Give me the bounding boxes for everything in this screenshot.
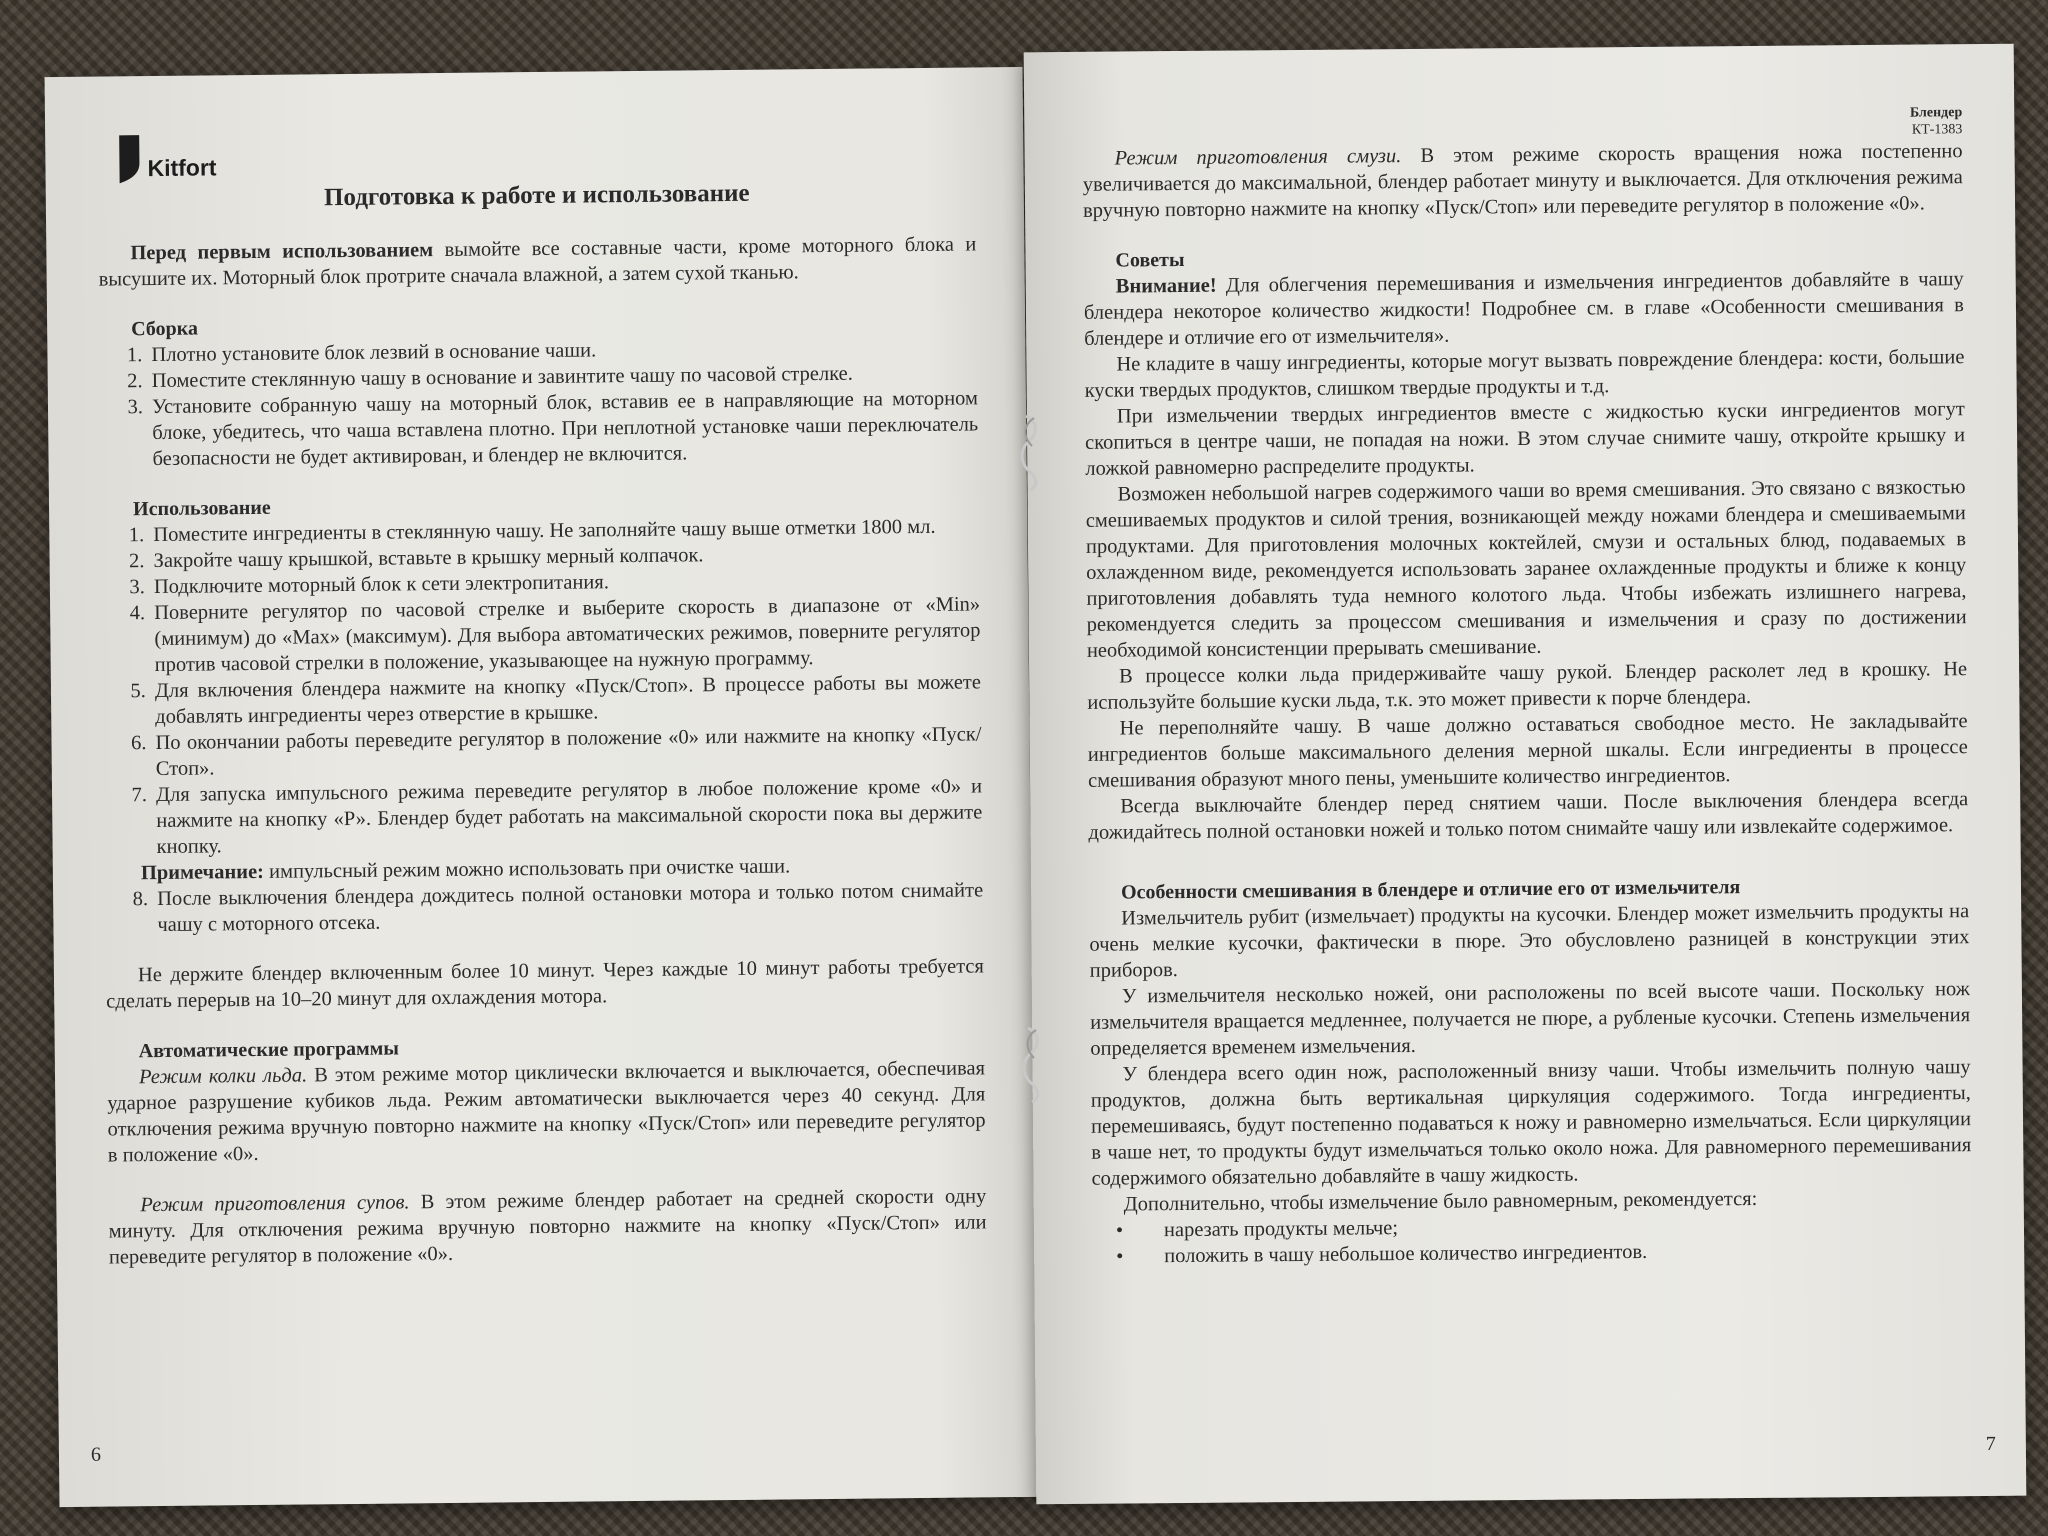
tips-section: [1083, 240, 1968, 846]
tip-paragraph: Не переполняйте чашу. В чаше должно оставаться свободное место. Не закладывайте ингредиентов больше максимального деления мерной шкалы. Если ингредиенты в процессе смешивания образуют много пены, уменьшите количество ингредиентов.: [1087, 710, 1968, 792]
list-item: • нарезать продукты мельче;: [1164, 1210, 1972, 1243]
attention-text: Для облегчения перемешивания и измельчения ингредиентов добавляйте в чашу блендера некоторое количество жидкости! Подробнее см. в главе «Особенности смешивания в блендере и отличие его от измельчителя».: [1083, 268, 1965, 350]
auto-programs-section: [107, 1029, 987, 1270]
page-number: 7: [1985, 1432, 1996, 1456]
feature-paragraph: У измельчителя несколько ножей, они расположены по всей высоте чаши. Поскольку нож измельчителя вращается медленнее, получается не пюре, а рубленые кусочки. Степень измельчения определяется временем измельчения.: [1090, 978, 1971, 1060]
soup-paragraph: [108, 1183, 987, 1270]
list-item: 1. Поместите ингредиенты в стеклянную чашу. Не заполняйте чашу выше отметки 1800 мл.: [149, 513, 979, 548]
brand-name: Kitfort: [147, 153, 217, 181]
list-item: • положить в чашу небольшое количество ингредиентов.: [1164, 1236, 1972, 1269]
features-section: [1089, 872, 1972, 1270]
features-heading: Особенности смешивания в блендере и отличие его от измельчителя: [1120, 876, 1741, 904]
tip-paragraph: При измельчении твердых ингредиентов вместе с жидкостью куски ингредиентов могут скопиться в центре чаши, не попадая на ножи. В этом случае снимите чашу, откройте крышку и ложкой равномерно распределите продукты.: [1084, 398, 1966, 480]
list-item: 8. После выключения блендера дождитесь полной остановки мотора и только потом снимайте чашу с моторного отсека.: [153, 877, 983, 938]
list-item: 4. Поверните регулятор по часовой стрелке и выберите скорость в диапазоне от «Min» (минимум) до «Max» (максимум). Для выбора автоматических режимов, поверните регулятор против часовой стрелки в положение, указывающее на нужную программу.: [150, 591, 981, 678]
feature-paragraph: Дополнительно, чтобы измельчение было равномерным, рекомендуется:: [1123, 1187, 1758, 1216]
brand-logo: [117, 123, 976, 186]
header-model: КТ-1383: [1911, 122, 1963, 138]
section-title: Подготовка к работе и использование: [323, 179, 750, 212]
note-bold: Примечание:: [140, 860, 265, 885]
staple-icon: [1016, 412, 1044, 492]
kitfort-logo-icon: [117, 133, 142, 185]
page-number: 6: [90, 1443, 102, 1466]
list-item: 3. Подключите моторный блок к сети электропитания.: [150, 565, 980, 600]
smoothie-mode-label: Режим приготовления смузи.: [1114, 145, 1402, 170]
intro-bold: Перед первым использованием: [130, 239, 434, 265]
usage-section: [101, 487, 984, 938]
soup-mode-label: Режим приготовления супов.: [140, 1191, 410, 1217]
feature-paragraph: У блендера всего один нож, расположенный внизу чаши. Чтобы измельчить полную чашу продуктов, должна быть вертикальная циркуляция содержимого. Тогда ингредиенты, перемешиваясь, будут постепенно подаваться к ножу и равномерно измельчаться. Если циркуляции в чаше нет, то продукты будут измельчаться только около ножа. Для равномерного перемешивания содержимого обязательно добавляйте в чашу жидкость.: [1090, 1056, 1972, 1190]
attention-paragraph: [1084, 266, 1965, 352]
list-item: 2. Поместите стеклянную чашу в основание и завинтите чашу по часовой стрелке.: [148, 359, 978, 394]
list-item: 7. Для запуска импульсного режима переведите регулятор в любое положение кроме «0» и нажмите на кнопку «Р». Блендер будет работать на максимальной скорости пока вы держите кнопку.: [152, 773, 983, 860]
header-product: Блендер: [1909, 105, 1963, 121]
usage-list: [101, 513, 982, 860]
tip-paragraph: Возможен небольшой нагрев содержимого чаши во время смешивания. Это связано с вязкостью смешиваемых продуктов и силой трения, возникающей между ножами блендера и смешиваемыми продуктами. Для приготовления молочных коктейлей, смузи и остальных блюд, подаваемых в охлажденном виде, рекомендуется использовать заранее охлажденные продукты и ближе к концу приготовления добавлять туда немного колотого льда. Чтобы избежать излишнего нагрева, рекомендуется следить за процессом смешивания и измельчения и сразу по достижении необходимой консистенции прерывать смешивание.: [1085, 476, 1967, 662]
ice-paragraph: [107, 1055, 986, 1168]
list-item: 2. Закройте чашу крышкой, вставьте в крышку мерный колпачок.: [149, 539, 979, 574]
right-page: [1024, 44, 2027, 1505]
ice-mode-text: В этом режиме мотор циклически включается и выключается, обеспечивая ударное разрушение кубиков льда. Режим автоматически выключается через 40 секунд. Для отключения режима вручную повторно нажмите на кнопку «Пуск/Стоп» или переведите регулятор в положение «0».: [107, 1057, 986, 1167]
assembly-heading: Сборка: [131, 317, 199, 341]
list-item: 6. По окончании работы переведите регулятор в положение «0» или нажмите на кнопку «Пуск/Стоп».: [151, 721, 981, 782]
smoothie-paragraph: [1083, 138, 1964, 224]
recommendation-list: [1092, 1210, 1972, 1270]
usage-heading: Использование: [132, 496, 271, 521]
list-item: 5. Для включения блендера нажмите на кнопку «Пуск/Стоп». В процессе работы вы можете добавлять ингредиенты через отверстие в крышке.: [151, 669, 981, 730]
list-item: 1. Плотно установите блок лезвий в основание чаши.: [147, 333, 977, 368]
tips-heading: Советы: [1115, 248, 1185, 272]
staple-icon: [1018, 1024, 1046, 1104]
smoothie-mode-text: В этом режиме скорость вращения ножа постепенно увеличивается до максимальной, блендер работает минуту и выключается. Для отключения режима вручную повторно нажмите на кнопку «Пуск/Стоп» или переведите регулятор в положение «0».: [1082, 140, 1963, 222]
usage-list-cont: [105, 877, 983, 938]
attention-bold: Внимание!: [1115, 274, 1217, 298]
tip-paragraph: В процессе колки льда придерживайте чашу рукой. Блендер расколет лед в крошку. Не используйте большие куски льда, т.к. это может привести к порче блендера.: [1087, 658, 1968, 714]
intro-text: вымойте все составные части, кроме моторного блока и высушите их. Моторный блок протрите сначала влажной, а затем сухой тканью.: [98, 233, 977, 291]
list-item: 3. Установите собранную чашу на моторный блок, вставив ее в направляющие на моторном блоке, убедитесь, что чаша вставлена плотно. При неплотной установке чаши переключатель безопасности не будет активирован, и блендер не включится.: [148, 385, 979, 472]
left-page: [45, 67, 1038, 1507]
assembly-list: [99, 333, 978, 472]
warning-paragraph: Не держите блендер включенным более 10 минут. Через каждые 10 минут работы требуется сделать перерыв на 10–20 минут для охлаждения мотора.: [106, 955, 985, 1013]
tip-paragraph: Всегда выключайте блендер перед снятием чаши. После выключения блендера всегда дожидайтесь полной остановки ножей и только потом снимайте чашу или извлекайте содержимое.: [1088, 788, 1969, 844]
ice-mode-label: Режим колки льда.: [138, 1064, 308, 1089]
assembly-section: [99, 307, 979, 472]
tip-paragraph: Не кладите в чашу ингредиенты, которые могут вызвать повреждение блендера: кости, большие куски твердых продуктов, слишком твердые продукты и т.д.: [1084, 346, 1965, 402]
auto-heading: Автоматические программы: [138, 1037, 400, 1063]
intro-paragraph: [98, 231, 976, 292]
feature-paragraph: Измельчитель рубит (измельчает) продукты на кусочки. Блендер может измельчить продукты на очень мелкие кусочки, фактически в пюре. Это обусловлено разницей в конструкции этих приборов.: [1089, 900, 1970, 982]
note-text: импульсный режим можно использовать при очистке чаши.: [263, 855, 791, 883]
soup-mode-text: В этом режиме блендер работает на средней скорости одну минуту. Для отключения режима вручную повторно нажмите на кнопку «Пуск/Стоп» или переведите регулятор в положение «0».: [108, 1185, 987, 1269]
